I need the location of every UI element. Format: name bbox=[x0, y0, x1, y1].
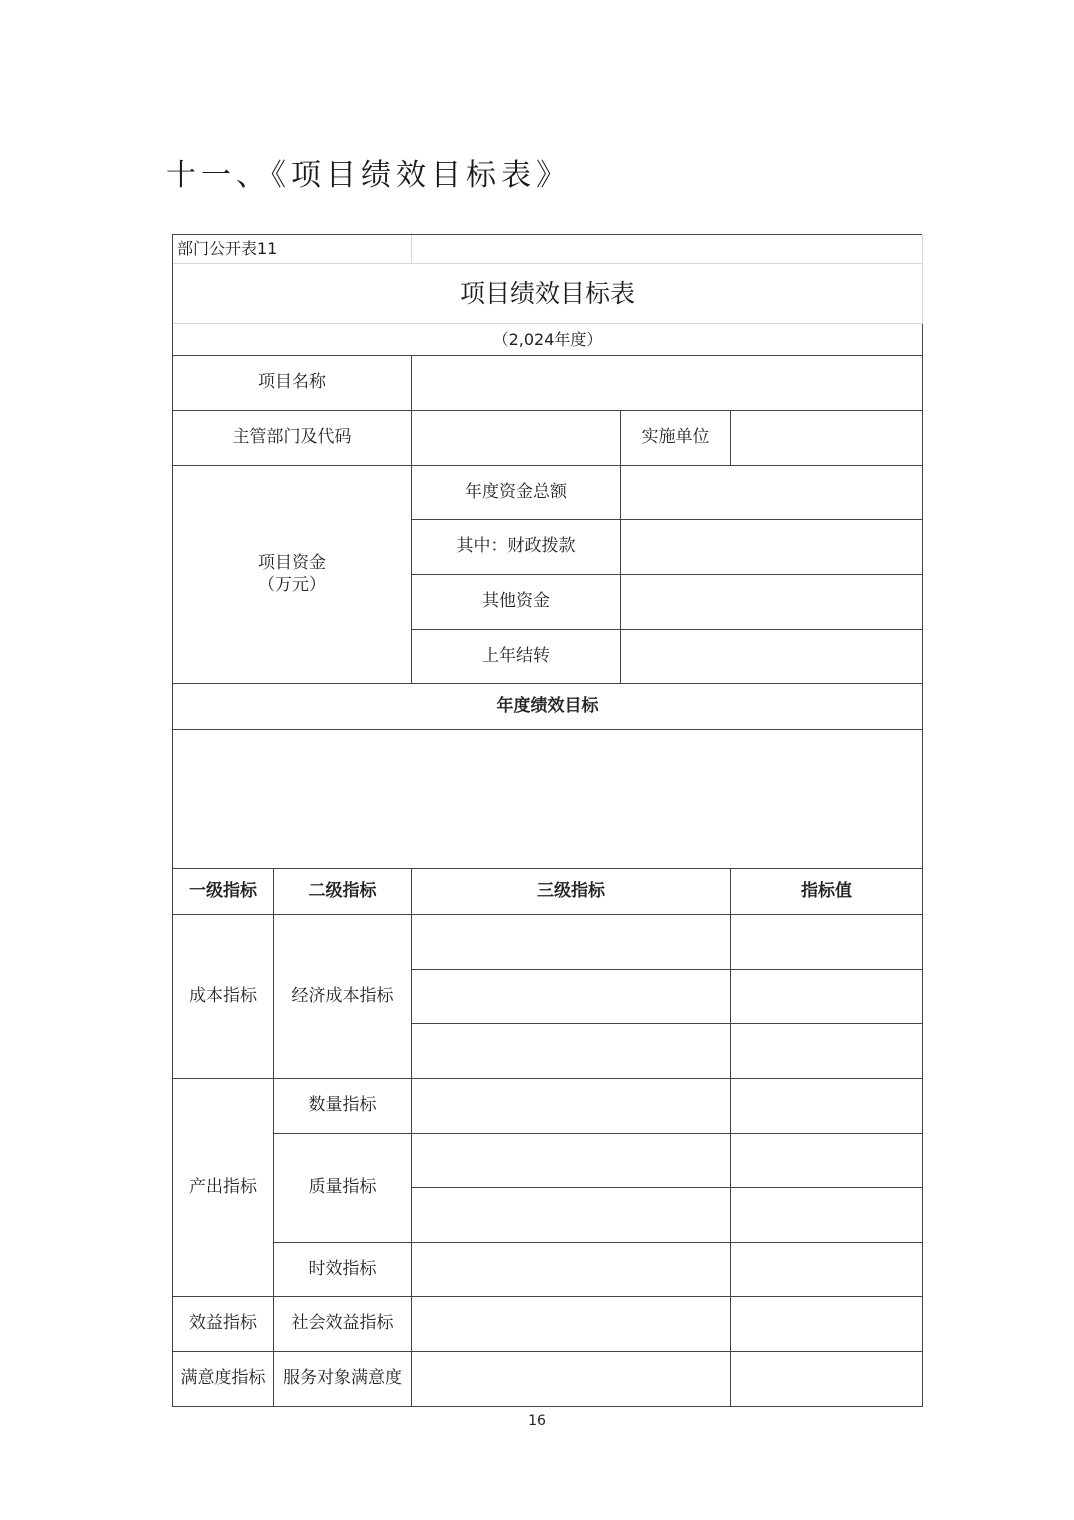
department-value bbox=[412, 411, 621, 466]
col-level2-header: 二级指标 bbox=[274, 869, 412, 915]
other-funds-label: 其他资金 bbox=[412, 575, 621, 630]
table-title: 项目绩效目标表 bbox=[173, 264, 923, 324]
value-cell bbox=[731, 970, 923, 1024]
annual-goal-header: 年度绩效目标 bbox=[173, 684, 923, 730]
annual-total-value bbox=[621, 466, 923, 520]
level3-cell bbox=[412, 1297, 731, 1352]
col-level1-header: 一级指标 bbox=[173, 869, 274, 915]
annual-goal-content bbox=[173, 730, 923, 869]
project-name-value bbox=[412, 356, 923, 411]
value-cell bbox=[731, 1297, 923, 1352]
quality-indicator: 质量指标 bbox=[274, 1134, 412, 1243]
level3-cell bbox=[412, 1079, 731, 1134]
value-cell bbox=[731, 1243, 923, 1297]
implementer-label: 实施单位 bbox=[621, 411, 731, 466]
cost-indicator: 成本指标 bbox=[173, 915, 274, 1079]
form-code: 部门公开表11 bbox=[173, 235, 412, 264]
level3-cell bbox=[412, 1188, 731, 1243]
funds-label-line2: （万元） bbox=[258, 574, 326, 595]
level3-cell bbox=[412, 915, 731, 970]
satisfaction-indicator: 满意度指标 bbox=[173, 1352, 274, 1407]
timeliness-indicator: 时效指标 bbox=[274, 1243, 412, 1297]
year-note: （2,024年度） bbox=[173, 324, 923, 356]
quantity-indicator: 数量指标 bbox=[274, 1079, 412, 1134]
benefit-indicator: 效益指标 bbox=[173, 1297, 274, 1352]
annual-total-label: 年度资金总额 bbox=[412, 466, 621, 520]
value-cell bbox=[731, 915, 923, 970]
page-number: 16 bbox=[528, 1413, 546, 1429]
form-code-blank bbox=[412, 235, 923, 264]
department-label: 主管部门及代码 bbox=[173, 411, 412, 466]
social-benefit-indicator: 社会效益指标 bbox=[274, 1297, 412, 1352]
value-cell bbox=[731, 1188, 923, 1243]
carryover-value bbox=[621, 630, 923, 684]
section-heading: 十一、《项目绩效目标表》 bbox=[166, 158, 571, 193]
level3-cell bbox=[412, 1243, 731, 1297]
funds-label-line1: 项目资金 bbox=[258, 553, 326, 574]
value-cell bbox=[731, 1352, 923, 1407]
service-satisfaction-indicator: 服务对象满意度 bbox=[274, 1352, 412, 1407]
carryover-label: 上年结转 bbox=[412, 630, 621, 684]
fiscal-value bbox=[621, 520, 923, 575]
fiscal-label: 其中：财政拨款 bbox=[412, 520, 621, 575]
col-level3-header: 三级指标 bbox=[412, 869, 731, 915]
level3-cell bbox=[412, 970, 731, 1024]
implementer-value bbox=[731, 411, 923, 466]
project-name-label: 项目名称 bbox=[173, 356, 412, 411]
level3-cell bbox=[412, 1024, 731, 1079]
col-value-header: 指标值 bbox=[731, 869, 923, 915]
output-indicator: 产出指标 bbox=[173, 1079, 274, 1297]
level3-cell bbox=[412, 1134, 731, 1188]
project-funds-label bbox=[173, 466, 412, 684]
level3-cell bbox=[412, 1352, 731, 1407]
value-cell bbox=[731, 1134, 923, 1188]
other-funds-value bbox=[621, 575, 923, 630]
economic-cost-indicator: 经济成本指标 bbox=[274, 915, 412, 1079]
performance-goal-table bbox=[172, 234, 922, 1407]
value-cell bbox=[731, 1024, 923, 1079]
value-cell bbox=[731, 1079, 923, 1134]
